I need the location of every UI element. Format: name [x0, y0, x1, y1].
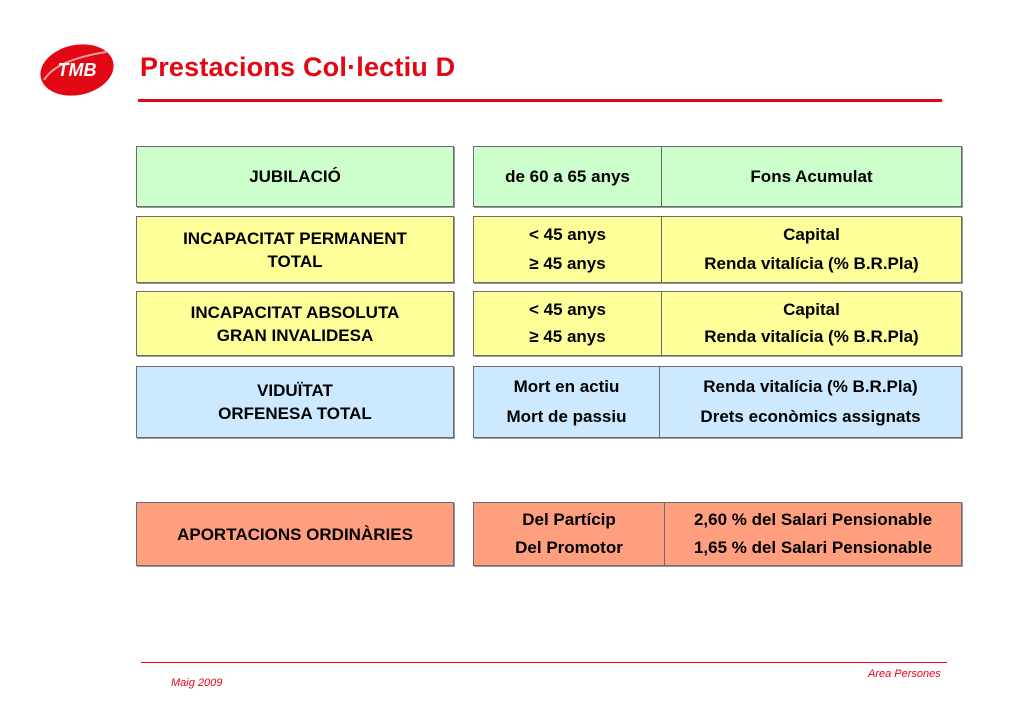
benefit-text: Renda vitalícia (% B.R.Pla) — [703, 377, 918, 396]
benefit-column — [661, 292, 961, 355]
contribution-rate-text: 1,65 % del Salari Pensionable — [693, 537, 933, 557]
logo-text: TMB — [57, 60, 97, 80]
condition-column — [474, 367, 659, 437]
benefit-detail-incapacitat-absoluta — [473, 291, 962, 356]
benefit-label-jubilacio — [136, 146, 454, 207]
contributor-text: Del Promotor — [515, 537, 623, 557]
condition-column — [474, 217, 661, 282]
benefit-text: Capital — [783, 225, 840, 245]
contributions-detail — [473, 502, 962, 566]
condition-text: < 45 anys — [528, 225, 607, 245]
footer-divider — [141, 662, 947, 663]
condition-text: de 60 a 65 anys — [505, 166, 630, 186]
contribution-rate-text: 2,60 % del Salari Pensionable — [693, 510, 933, 530]
condition-column — [474, 147, 661, 206]
condition-text: ≥ 45 anys — [529, 253, 606, 273]
benefit-detail-jubilacio — [473, 146, 962, 207]
condition-text: ≥ 45 anys — [529, 327, 606, 347]
label-line: JUBILACIÓ — [249, 167, 341, 186]
page-title: Prestacions Col·lectiu D — [140, 52, 456, 82]
label-line: TOTAL — [267, 251, 323, 271]
condition-text: Mort en actiu — [513, 377, 620, 396]
contributor-text: Del Partícip — [522, 510, 616, 530]
benefit-text: Drets econòmics assignats — [700, 407, 921, 426]
label-line: GRAN INVALIDESA — [216, 325, 374, 345]
benefit-column — [661, 147, 961, 206]
tmb-logo-icon — [36, 40, 116, 98]
benefit-label-viduitat — [136, 366, 454, 438]
benefit-text: Renda vitalícia (% B.R.Pla) — [704, 327, 919, 347]
benefit-detail-viduitat — [473, 366, 962, 438]
label-line: INCAPACITAT PERMANENT — [183, 228, 407, 248]
benefit-label-incapacitat-absoluta — [136, 291, 454, 356]
label-line: APORTACIONS ORDINÀRIES — [177, 524, 413, 544]
contributor-column — [474, 503, 664, 565]
condition-column — [474, 292, 661, 355]
label-line: VIDUÏTAT — [257, 381, 333, 400]
footer-department: Area Persones — [868, 668, 941, 680]
benefit-text: Fons Acumulat — [750, 166, 873, 186]
benefit-label-incapacitat-permanent — [136, 216, 454, 283]
condition-text: Mort de passiu — [506, 407, 627, 426]
benefit-detail-incapacitat-permanent — [473, 216, 962, 283]
label-line: ORFENESA TOTAL — [218, 404, 372, 423]
benefit-text: Capital — [783, 299, 840, 319]
benefit-text: Renda vitalícia (% B.R.Pla) — [704, 253, 919, 273]
tmb-logo — [36, 40, 116, 98]
benefit-column — [661, 217, 961, 282]
condition-text: < 45 anys — [528, 299, 607, 319]
contributions-label — [136, 502, 454, 566]
title-divider — [138, 99, 942, 102]
footer-date: Maig 2009 — [171, 677, 223, 689]
label-line: INCAPACITAT ABSOLUTA — [190, 302, 400, 322]
contribution-rate-column — [664, 503, 961, 565]
benefit-column — [659, 367, 961, 437]
